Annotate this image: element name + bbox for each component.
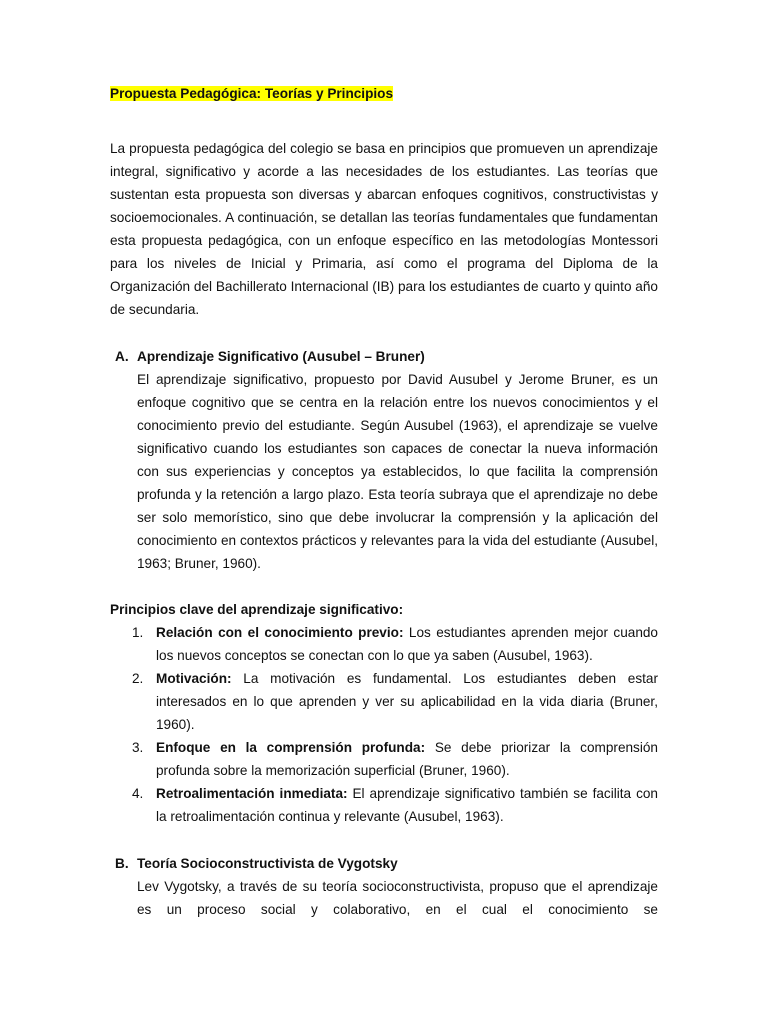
list-item-text: Los estudiantes aprenden mejor cuando los nuevos conceptos se conectan con lo que ya saben (Ausubel, 1963).: [156, 625, 658, 663]
section-a-body: El aprendizaje significativo, propuesto por David Ausubel y Jerome Bruner, es un enfoque cognitivo que se centra en la relación entre los nuevos conocimientos y el conocimiento previo del estudiante. Según Ausubel (1963), el aprendizaje se vuelve significativo cuando los estudiantes son capaces de conectar la nueva información con sus experiencias y conceptos ya establecidos, lo que facilita la comprensión profunda y la retención a largo plazo. Esta teoría subraya que el aprendizaje no debe ser solo memorístico, sino que debe involucrar la comprensión y la aplicación del conocimiento en contextos prácticos y relevantes para la vida del estudiante (Ausubel, 1963; Bruner, 1960).: [137, 372, 658, 571]
section-b-body: Lev Vygotsky, a través de su teoría socioconstructivista, propuso que el aprendizaje es un proceso social y colaborativo, en el cual el conocimiento se: [137, 879, 658, 917]
list-item: [110, 667, 658, 736]
list-item-term: Enfoque en la comprensión profunda:: [156, 740, 426, 755]
list-item: [110, 621, 658, 667]
section-a-heading: [110, 345, 658, 368]
list-item-text: El aprendizaje significativo también se facilita con la retroalimentación continua y relevante (Ausubel, 1963).: [156, 786, 658, 824]
section-a-title: Aprendizaje Significativo (Ausubel – Bruner): [137, 349, 425, 364]
list-item-number: 2.: [132, 671, 144, 686]
intro-paragraph: La propuesta pedagógica del colegio se basa en principios que promueven un aprendizaje integral, significativo y acorde a las necesidades de los estudiantes. Las teorías que sustentan esta propuesta son diversas y abarcan enfoques cognitivos, constructivistas y socioemocionales. A continuación, se detallan las teorías fundamentales que fundamentan esta propuesta pedagógica, con un enfoque específico en las metodologías Montessori para los niveles de Inicial y Primaria, así como el programa del Diploma de la Organización del Bachillerato Internacional (IB) para los estudiantes de cuarto y quinto año de secundaria.: [110, 141, 658, 317]
document-page: [110, 84, 658, 921]
section-b-heading: [110, 852, 658, 875]
list-item: [110, 782, 658, 828]
list-item-number: 1.: [132, 625, 144, 640]
principles-list: [110, 621, 658, 828]
principles-heading: Principios clave del aprendizaje significativo:: [110, 602, 404, 617]
list-item-text: La motivación es fundamental. Los estudiantes deben estar interesados en lo que aprenden y ver su aplicabilidad en la vida diaria (Bruner, 1960).: [156, 671, 658, 732]
list-item-number: 4.: [132, 786, 144, 801]
section-b-letter: B.: [115, 856, 129, 871]
list-item-number: 3.: [132, 740, 144, 755]
document-title: Propuesta Pedagógica: Teorías y Principios: [110, 86, 394, 101]
list-item-term: Motivación:: [156, 671, 232, 686]
list-item: [110, 736, 658, 782]
section-a-letter: A.: [115, 349, 129, 364]
section-b-title: Teoría Socioconstructivista de Vygotsky: [137, 856, 398, 871]
list-item-text: Se debe priorizar la comprensión profunda sobre la memorización superficial (Bruner, 1960).: [156, 740, 658, 778]
list-item-term: Relación con el conocimiento previo:: [156, 625, 404, 640]
list-item-term: Retroalimentación inmediata:: [156, 786, 348, 801]
